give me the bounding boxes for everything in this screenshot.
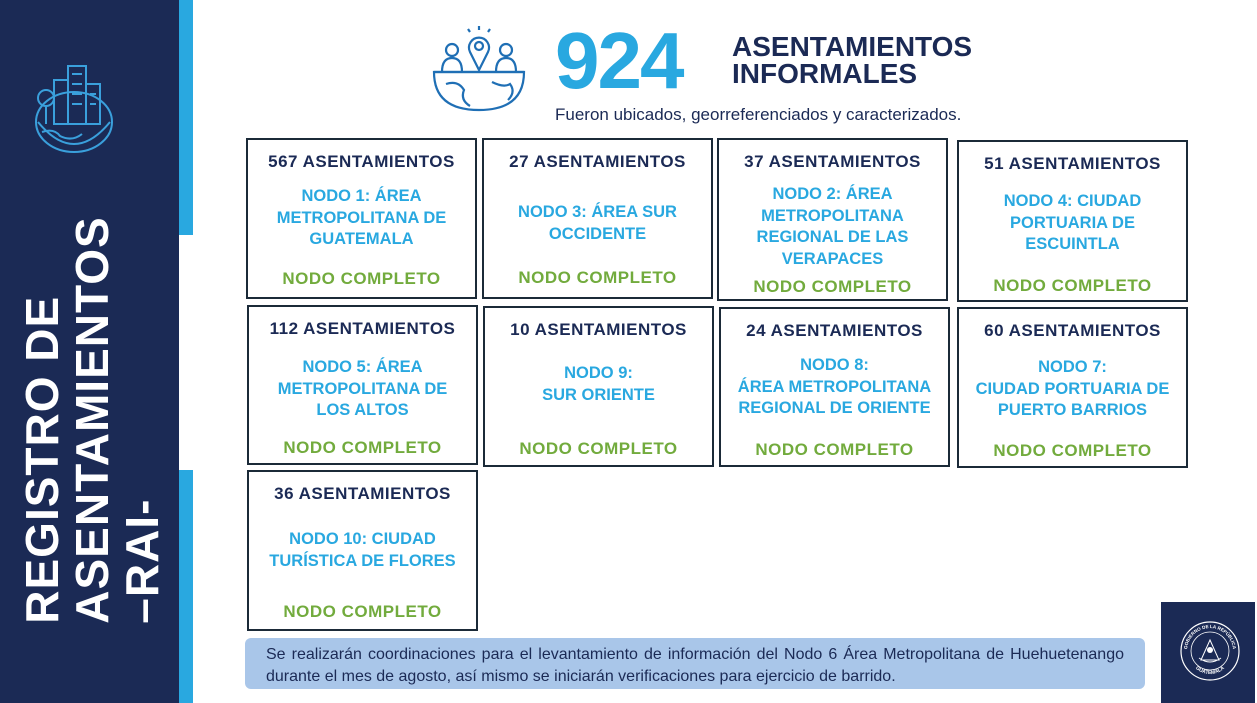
card-node-name bbox=[963, 191, 1182, 256]
card-node-line: REGIONAL DE LAS bbox=[756, 228, 909, 246]
card-node-name bbox=[488, 202, 707, 245]
city-globe-icon bbox=[32, 50, 116, 154]
card-node-line: NODO 3: ÁREA SUR bbox=[518, 203, 677, 221]
card-node-line: NODO 8: bbox=[800, 356, 869, 374]
card-node-line: REGIONAL DE ORIENTE bbox=[738, 399, 931, 417]
card-count: 51 ASENTAMIENTOS bbox=[984, 154, 1161, 173]
sidebar-title-line-2: ASENTAMIENTOS bbox=[66, 216, 118, 624]
card-status: NODO COMPLETO bbox=[755, 440, 914, 459]
node-card-8 bbox=[957, 307, 1188, 468]
card-node-line: NODO 4: CIUDAD bbox=[1003, 192, 1142, 210]
card-count: 60 ASENTAMIENTOS bbox=[984, 321, 1161, 340]
card-node-name bbox=[489, 363, 708, 406]
card-status: NODO COMPLETO bbox=[518, 268, 677, 287]
card-node-line: NODO 9: bbox=[564, 364, 633, 382]
card-node-line: NODO 1: ÁREA bbox=[301, 187, 422, 205]
card-status: NODO COMPLETO bbox=[282, 269, 441, 288]
coordination-note: Se realizarán coordinaciones para el levantamiento de información del Nodo 6 Área Metropolitana de Huehuetenango durante el mes de agosto, así mismo se iniciarán verificaciones para ejercicio de barrido. bbox=[245, 638, 1145, 689]
card-status: NODO COMPLETO bbox=[993, 276, 1152, 295]
card-node-name bbox=[723, 184, 942, 270]
header-subtitle: Fueron ubicados, georreferenciados y caracterizados. bbox=[555, 105, 962, 124]
card-node-line: ÁREA METROPOLITANA bbox=[737, 377, 932, 396]
card-status: NODO COMPLETO bbox=[283, 438, 442, 457]
card-node-name bbox=[253, 357, 472, 422]
card-status: NODO COMPLETO bbox=[283, 602, 442, 621]
card-node-line: SUR ORIENTE bbox=[542, 385, 655, 404]
card-node-line: NODO 5: ÁREA bbox=[302, 358, 423, 376]
total-settlements-label bbox=[732, 33, 972, 87]
card-count: 36 ASENTAMIENTOS bbox=[274, 484, 451, 503]
globe-people-location-icon bbox=[430, 22, 528, 112]
card-node-line: NODO 10: CIUDAD bbox=[289, 530, 436, 548]
card-count: 112 ASENTAMIENTOS bbox=[269, 319, 456, 338]
card-node-line: CIUDAD PORTUARIA DE bbox=[975, 379, 1170, 398]
card-node-line: NODO 2: ÁREA bbox=[772, 185, 893, 203]
node-card-6 bbox=[483, 306, 714, 467]
svg-text:GOBIERNO DE LA REPÚBLICA bbox=[1183, 624, 1237, 650]
card-node-line: METROPOLITANA DE bbox=[277, 379, 448, 398]
sidebar-title-line-3: –RAI- bbox=[116, 498, 168, 624]
sidebar-title-line-1: REGISTRO DE bbox=[16, 295, 68, 624]
node-card-1 bbox=[246, 138, 477, 299]
card-count: 567 ASENTAMIENTOS bbox=[268, 152, 455, 171]
node-card-5 bbox=[247, 305, 478, 465]
card-node-name bbox=[253, 529, 472, 572]
svg-text:GUATEMALA bbox=[1194, 665, 1226, 676]
card-node-name bbox=[252, 186, 471, 251]
card-count: 37 ASENTAMIENTOS bbox=[744, 152, 921, 171]
total-label-line-1: ASENTAMIENTOS bbox=[732, 31, 973, 62]
card-node-line: PUERTO BARRIOS bbox=[997, 401, 1148, 419]
total-label-line-2: INFORMALES bbox=[732, 58, 918, 89]
card-node-line: METROPOLITANA bbox=[761, 206, 904, 225]
accent-bar-top bbox=[179, 0, 193, 235]
card-node-line: OCCIDENTE bbox=[548, 224, 647, 243]
guatemala-seal-icon bbox=[1179, 620, 1241, 682]
card-node-line: VERAPACES bbox=[781, 249, 884, 268]
card-status: NODO COMPLETO bbox=[519, 439, 678, 458]
card-count: 10 ASENTAMIENTOS bbox=[510, 320, 687, 339]
card-node-name bbox=[725, 355, 944, 420]
node-card-4 bbox=[957, 140, 1188, 302]
node-card-2 bbox=[482, 138, 713, 299]
seal-ring-bottom: GUATEMALA bbox=[1194, 665, 1226, 677]
card-status: NODO COMPLETO bbox=[753, 277, 912, 296]
card-status: NODO COMPLETO bbox=[993, 441, 1152, 460]
sidebar-title bbox=[17, 216, 167, 623]
card-node-line: GUATEMALA bbox=[309, 230, 414, 248]
node-card-9 bbox=[247, 470, 478, 631]
seal-ring-top: GOBIERNO DE LA REPÚBLICA bbox=[1183, 623, 1237, 650]
node-card-3 bbox=[717, 138, 948, 301]
card-node-line: PORTUARIA DE bbox=[1010, 213, 1135, 232]
node-card-7 bbox=[719, 307, 950, 467]
card-node-line: NODO 7: bbox=[1038, 358, 1107, 376]
accent-bar-bottom bbox=[179, 470, 193, 703]
card-node-line: TURÍSTICA DE FLORES bbox=[269, 551, 456, 570]
card-node-line: LOS ALTOS bbox=[316, 401, 409, 419]
card-count: 27 ASENTAMIENTOS bbox=[509, 152, 686, 171]
card-node-line: METROPOLITANA DE bbox=[276, 208, 447, 227]
total-settlements-number: 924 bbox=[555, 16, 683, 105]
card-node-line: ESCUINTLA bbox=[1025, 235, 1120, 253]
card-count: 24 ASENTAMIENTOS bbox=[746, 321, 923, 340]
card-node-name bbox=[963, 357, 1182, 422]
